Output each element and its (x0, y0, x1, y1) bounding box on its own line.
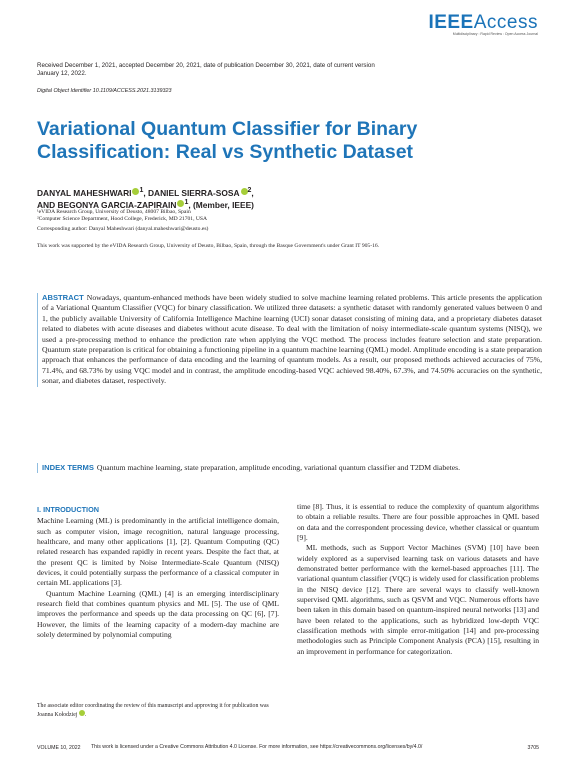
paragraph: Quantum Machine Learning (QML) [4] is an emerging interdisciplinary research field that combines quantum physics and ML [5]. The use of QML improves the performance and speeds up the data processing on QC [6], [7]. However, the limits of the learning capacity of a modern-day machine are solely determined by polynomial computing (37, 588, 279, 640)
abstract-text: Nowadays, quantum-enhanced methods have been widely studied to solve machine learning related problems. This article presents the application of a Variational Quantum Classifier (VQC) for binary classification. We utilized three datasets: a synthetic dataset with randomly generated values between 0 and 1, the publicly available University of California Intelligence Machine learning (UCI) sonar dataset consisting of mining data, and a proprietary diabetes dataset related to diabetes with acute diseases and diabetes without acute disease. To deal with the limitation of noisy intermediate-scale quantum systems (NISQ), we used a pre-processing method to enhance the prediction rate when applying the VQC method. The process includes feature selection and state preparation. Quantum state preparation is critical for obtaining a functioning pipeline in a quantum machine learning (QML) model. Amplitude encoding is a state preparation approach that enhances the performance of data encoding and the learning of quantum models. As a result, our proposed methods achieved accuracies of 75%, 71.4%, and 68.73% by using VQC model and in contrast, the amplitude encoding-based VQC achieved 98.40%, 67.3%, and 74.50% accuracies on the synthetic, sonar, and diabetes dataset, respectively. (42, 293, 542, 386)
volume: VOLUME 10, 2022 (37, 745, 81, 751)
affiliation-2: ²Computer Science Department, Hood College, Frederick, MD 21701, USA (37, 216, 208, 223)
section-heading: I. INTRODUCTION (37, 505, 100, 514)
right-column (297, 502, 539, 657)
funding-note: This work was supported by the eVIDA Research Group, University of Deusto, Bilbao, Spain, through the Basque Government's under Grant IT 905-16. (37, 243, 380, 249)
affiliation-1: ¹eVIDA Research Group, University of Deusto, 48007 Bilbao, Spain (37, 209, 191, 215)
index-terms (37, 463, 542, 473)
footnote-text: The associate editor coordinating the review of this manuscript and approving it for publication was Joanna Kołodziej (37, 703, 269, 718)
page-number: 3705 (527, 745, 539, 751)
logo-ieee: IEEE (428, 12, 474, 33)
paper-title: Variational Quantum Classifier for Binary Classification: Real vs Synthetic Dataset (37, 118, 418, 163)
paragraph: time [8]. Thus, it is essential to reduce the complexity of quantum algorithms to obtain a reliable results. There are four possible approaches in QML based on data and the correspondent processing device, whether classical or quantum [9]. (297, 502, 539, 543)
logo-tagline: Multidisciplinary : Rapid Review : Open Access Journal (452, 32, 538, 36)
corresponding-author: Corresponding author: Danyal Maheshwari (danyal.maheshwari@deusto.es) (37, 226, 209, 232)
author-3: AND BEGONYA GARCIA-ZAPIRAIN (37, 199, 177, 210)
logo-access: Access (473, 12, 538, 33)
editor-footnote: The associate editor coordinating the review of this manuscript and approving it for publication was Joanna Kołodziej . (37, 703, 269, 718)
left-column (37, 505, 279, 640)
author-3-affil: 1 (184, 198, 189, 206)
orcid-icon[interactable] (241, 188, 248, 195)
author-1-affil: 1 (139, 187, 144, 194)
author-1: DANYAL MAHESHWARI (37, 187, 132, 198)
journal-logo (428, 12, 538, 36)
author-list: DANYAL MAHESHWARI $^1$, DANIEL SIERRA-SOSA $^2$, AND BEGONYA GARCIA-ZAPIRAIN $^1$, (Member, IEEE) (37, 187, 254, 210)
affiliations (37, 209, 437, 224)
author-2: , DANIEL SIERRA-SOSA (143, 187, 240, 198)
paragraph: ML methods, such as Support Vector Machines (SVM) [10] have been widely explored as a supervised learning task on various datasets and have demonstrated better performance with the kernel-based approaches [11]. The variational quantum classifier (VQC) is widely used for classification problems in the NISQ device [12]. There are several ways to classify well-known supervised QML algorithms, such as QSVM and VQC. Numerous efforts have been taken in this domain based on quantum-inspired neural networks [13] and have been related to the applications, such as hybridized low-depth VQC classification methods with simple error-mitigation [14] and pre-processing methodologies such as Principle Component Analysis (PCA) [15], resulting in an improvement in performance for categorization. (297, 543, 539, 656)
paragraph: Machine Learning (ML) is predominantly in the artificial intelligence domain, such as computer vision, image recognition, natural language processing, healthcare, and many other applications [1], [2]. Quantum Computing (QC) related research has expanded rapidly in recent years. Despite the fact that, at the present QC is limited by Noise Intermediate-Scale Quantum (NISQ) devices, it could potentially surpass the performance of a classical computer in certain ML applications [3]. (37, 516, 279, 588)
license-note[interactable]: This work is licensed under a Creative Commons Attribution 4.0 License. For more information, see https://creativecommons.org/licenses/by/4.0/ (91, 744, 423, 750)
abstract-heading: ABSTRACT (42, 293, 84, 302)
author-3-membership: , (Member, IEEE) (188, 199, 254, 210)
author-2-affil: 2 (247, 187, 252, 194)
publication-dates: Received December 1, 2021, accepted December 20, 2021, date of publication December 30, 2021, date of current version January 12, 2022. (37, 62, 375, 77)
abstract (37, 293, 542, 387)
index-terms-heading: INDEX TERMS (42, 463, 94, 472)
index-terms-text: Quantum machine learning, state preparation, amplitude encoding, variational quantum classifier and T2DM diabetes. (96, 463, 461, 472)
doi: Digital Object Identifier 10.1109/ACCESS.2021.3139323 (37, 88, 172, 94)
